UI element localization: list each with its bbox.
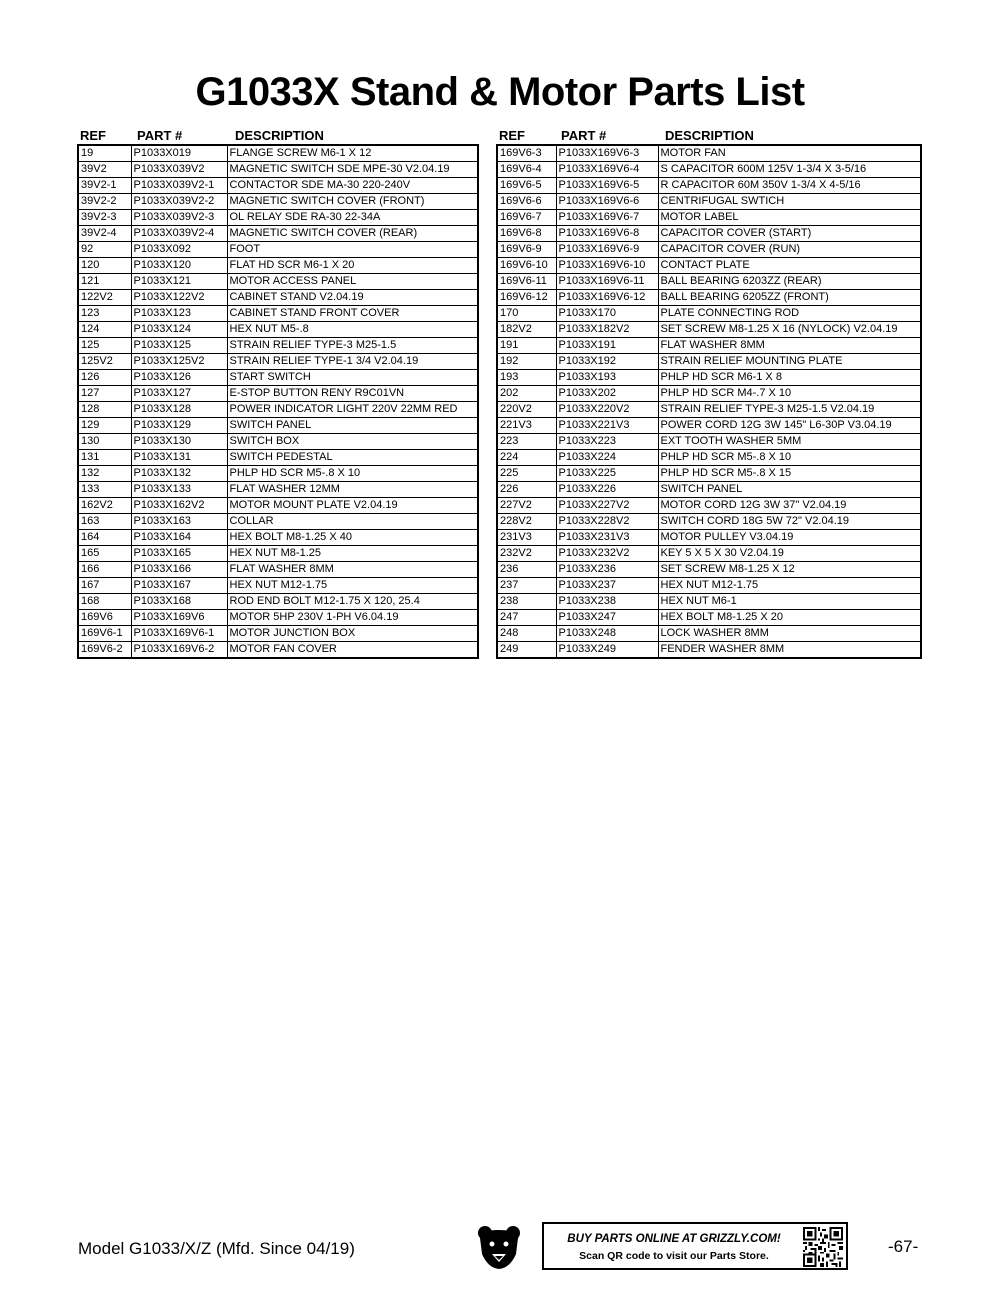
ref-cell: 130 (78, 434, 131, 450)
table-row (497, 610, 921, 626)
description-cell: COLLAR (227, 514, 478, 530)
description-cell: SWITCH CORD 18G 5W 72" V2.04.19 (658, 514, 921, 530)
ref-cell: 129 (78, 418, 131, 434)
part-number-cell: P1033X169V6-11 (556, 274, 658, 290)
part-number-cell: P1033X202 (556, 386, 658, 402)
ref-cell: 165 (78, 546, 131, 562)
table-row (78, 210, 478, 226)
description-cell: MAGNETIC SWITCH COVER (REAR) (227, 226, 478, 242)
ref-cell: 247 (497, 610, 556, 626)
description-cell: HEX NUT M5-.8 (227, 322, 478, 338)
part-number-cell: P1033X220V2 (556, 402, 658, 418)
ref-cell: 249 (497, 642, 556, 659)
description-cell: E-STOP BUTTON RENY R9C01VN (227, 386, 478, 402)
ref-cell: 236 (497, 562, 556, 578)
description-cell: SET SCREW M8-1.25 X 12 (658, 562, 921, 578)
part-number-cell: P1033X193 (556, 370, 658, 386)
description-cell: HEX NUT M12-1.75 (658, 578, 921, 594)
description-cell: MOTOR ACCESS PANEL (227, 274, 478, 290)
part-number-cell: P1033X182V2 (556, 322, 658, 338)
part-number-cell: P1033X169V6-10 (556, 258, 658, 274)
ref-cell: 221V3 (497, 418, 556, 434)
page-title: G1033X Stand & Motor Parts List (195, 70, 805, 114)
part-number-cell: P1033X019 (131, 145, 227, 162)
part-number-cell: P1033X165 (131, 546, 227, 562)
description-cell: FLAT WASHER 12MM (227, 482, 478, 498)
ref-cell: 39V2-3 (78, 210, 131, 226)
part-number-cell: P1033X130 (131, 434, 227, 450)
table-row (497, 194, 921, 210)
table-row (78, 466, 478, 482)
description-cell: STRAIN RELIEF TYPE-3 M25-1.5 (227, 338, 478, 354)
ref-cell: 133 (78, 482, 131, 498)
table-row (497, 370, 921, 386)
ref-cell: 167 (78, 578, 131, 594)
description-cell: HEX BOLT M8-1.25 X 20 (658, 610, 921, 626)
ref-cell: 121 (78, 274, 131, 290)
description-cell: PLATE CONNECTING ROD (658, 306, 921, 322)
description-cell: BALL BEARING 6203ZZ (REAR) (658, 274, 921, 290)
ref-cell: 169V6-9 (497, 242, 556, 258)
description-cell: STRAIN RELIEF MOUNTING PLATE (658, 354, 921, 370)
ref-cell: 193 (497, 370, 556, 386)
table-row (78, 290, 478, 306)
description-cell: MOTOR LABEL (658, 210, 921, 226)
description-cell: STRAIN RELIEF TYPE-1 3/4 V2.04.19 (227, 354, 478, 370)
ref-cell: 131 (78, 450, 131, 466)
part-number-cell: P1033X231V3 (556, 530, 658, 546)
part-number-cell: P1033X122V2 (131, 290, 227, 306)
part-number-cell: P1033X169V6-8 (556, 226, 658, 242)
part-number-cell: P1033X248 (556, 626, 658, 642)
description-cell: FENDER WASHER 8MM (658, 642, 921, 659)
ref-cell: 238 (497, 594, 556, 610)
description-cell: EXT TOOTH WASHER 5MM (658, 434, 921, 450)
table-header (496, 126, 922, 144)
table-row (497, 466, 921, 482)
table-row (497, 290, 921, 306)
table-row (497, 322, 921, 338)
table-row (497, 226, 921, 242)
part-number-cell: P1033X223 (556, 434, 658, 450)
part-number-cell: P1033X192 (556, 354, 658, 370)
ref-cell: 169V6-4 (497, 162, 556, 178)
table-row (78, 242, 478, 258)
table-row (78, 562, 478, 578)
ref-cell: 170 (497, 306, 556, 322)
description-cell: FOOT (227, 242, 478, 258)
description-cell: FLAT HD SCR M6-1 X 20 (227, 258, 478, 274)
table-row (497, 482, 921, 498)
ref-cell: 226 (497, 482, 556, 498)
ref-cell: 169V6-7 (497, 210, 556, 226)
ref-cell: 127 (78, 386, 131, 402)
part-number-cell: P1033X120 (131, 258, 227, 274)
desc-header: DESCRIPTION (235, 127, 324, 143)
table-row (78, 194, 478, 210)
table-row (78, 450, 478, 466)
table-row (497, 402, 921, 418)
part-number-cell: P1033X039V2-4 (131, 226, 227, 242)
buy-parts-text: BUY PARTS ONLINE AT GRIZZLY.COM! (567, 1233, 781, 1245)
table-row (497, 274, 921, 290)
table-row (78, 370, 478, 386)
ref-cell: 126 (78, 370, 131, 386)
table-row (497, 338, 921, 354)
part-number-cell: P1033X039V2-2 (131, 194, 227, 210)
part-number-cell: P1033X128 (131, 402, 227, 418)
description-cell: FLANGE SCREW M6-1 X 12 (227, 145, 478, 162)
part-number-cell: P1033X169V6-9 (556, 242, 658, 258)
part-number-cell: P1033X039V2-1 (131, 178, 227, 194)
description-cell: HEX NUT M12-1.75 (227, 578, 478, 594)
ref-cell: 125V2 (78, 354, 131, 370)
ref-cell: 224 (497, 450, 556, 466)
ref-cell: 192 (497, 354, 556, 370)
ref-cell: 191 (497, 338, 556, 354)
table-row (497, 418, 921, 434)
ref-cell: 39V2-1 (78, 178, 131, 194)
table-row (497, 578, 921, 594)
page-number: -67- (888, 1237, 919, 1256)
table-row (78, 546, 478, 562)
description-cell: POWER INDICATOR LIGHT 220V 22MM RED (227, 402, 478, 418)
ref-cell: 220V2 (497, 402, 556, 418)
ref-cell: 123 (78, 306, 131, 322)
description-cell: MOTOR MOUNT PLATE V2.04.19 (227, 498, 478, 514)
table-row (497, 626, 921, 642)
table-row (78, 306, 478, 322)
part-number-cell: P1033X129 (131, 418, 227, 434)
part-number-cell: P1033X169V6-7 (556, 210, 658, 226)
description-cell: PHLP HD SCR M4-.7 X 10 (658, 386, 921, 402)
table-row (78, 178, 478, 194)
description-cell: MOTOR FAN COVER (227, 642, 478, 659)
part-number-cell: P1033X166 (131, 562, 227, 578)
ref-cell: 169V6-2 (78, 642, 131, 659)
description-cell: CABINET STAND V2.04.19 (227, 290, 478, 306)
description-cell: SWITCH PANEL (227, 418, 478, 434)
part-number-cell: P1033X127 (131, 386, 227, 402)
part-number-cell: P1033X236 (556, 562, 658, 578)
parts-table-left (77, 126, 479, 659)
part-number-cell: P1033X169V6-3 (556, 145, 658, 162)
table-row (497, 386, 921, 402)
description-cell: SWITCH PANEL (658, 482, 921, 498)
table-row (497, 210, 921, 226)
part-number-cell: P1033X237 (556, 578, 658, 594)
part-number-cell: P1033X131 (131, 450, 227, 466)
ref-cell: 163 (78, 514, 131, 530)
part-number-cell: P1033X169V6-1 (131, 626, 227, 642)
ref-cell: 182V2 (497, 322, 556, 338)
description-cell: LOCK WASHER 8MM (658, 626, 921, 642)
table-row (78, 610, 478, 626)
ref-cell: 169V6-1 (78, 626, 131, 642)
part-number-cell: P1033X121 (131, 274, 227, 290)
table-row (78, 402, 478, 418)
part-number-cell: P1033X170 (556, 306, 658, 322)
part-number-cell: P1033X169V6-5 (556, 178, 658, 194)
table-row (78, 514, 478, 530)
part-number-cell: P1033X133 (131, 482, 227, 498)
table-row (497, 514, 921, 530)
table-row (78, 642, 478, 659)
table-row (78, 418, 478, 434)
part-number-cell: P1033X126 (131, 370, 227, 386)
description-cell: SWITCH PEDESTAL (227, 450, 478, 466)
ref-cell: 162V2 (78, 498, 131, 514)
part-number-cell: P1033X169V6-12 (556, 290, 658, 306)
table-row (497, 434, 921, 450)
table-row (497, 162, 921, 178)
ref-cell: 92 (78, 242, 131, 258)
ref-cell: 169V6-8 (497, 226, 556, 242)
ref-cell: 19 (78, 145, 131, 162)
part-number-cell: P1033X162V2 (131, 498, 227, 514)
part-number-cell: P1033X039V2-3 (131, 210, 227, 226)
ref-cell: 225 (497, 466, 556, 482)
table-row (497, 498, 921, 514)
ref-cell: 169V6-12 (497, 290, 556, 306)
ref-cell: 169V6 (78, 610, 131, 626)
part-number-cell: P1033X123 (131, 306, 227, 322)
scan-qr-text: Scan QR code to visit our Parts Store. (579, 1250, 769, 1262)
description-cell: STRAIN RELIEF TYPE-3 M25-1.5 V2.04.19 (658, 402, 921, 418)
part-number-cell: P1033X191 (556, 338, 658, 354)
parts-table (77, 144, 479, 659)
part-number-cell: P1033X164 (131, 530, 227, 546)
table-row (78, 434, 478, 450)
description-cell: CONTACT PLATE (658, 258, 921, 274)
table-row (78, 498, 478, 514)
part-number-cell: P1033X039V2 (131, 162, 227, 178)
table-row (78, 594, 478, 610)
ref-cell: 169V6-10 (497, 258, 556, 274)
ref-cell: 227V2 (497, 498, 556, 514)
ref-cell: 168 (78, 594, 131, 610)
part-number-cell: P1033X168 (131, 594, 227, 610)
ref-cell: 248 (497, 626, 556, 642)
description-cell: ROD END BOLT M12-1.75 X 120, 25.4 (227, 594, 478, 610)
description-cell: START SWITCH (227, 370, 478, 386)
table-row (78, 530, 478, 546)
ref-cell: 122V2 (78, 290, 131, 306)
part-number-cell: P1033X169V6-2 (131, 642, 227, 659)
desc-header: DESCRIPTION (665, 127, 754, 143)
description-cell: S CAPACITOR 600M 125V 1-3/4 X 3-5/16 (658, 162, 921, 178)
ref-cell: 166 (78, 562, 131, 578)
description-cell: MAGNETIC SWITCH COVER (FRONT) (227, 194, 478, 210)
description-cell: HEX NUT M6-1 (658, 594, 921, 610)
description-cell: MOTOR 5HP 230V 1-PH V6.04.19 (227, 610, 478, 626)
table-row (78, 226, 478, 242)
description-cell: CONTACTOR SDE MA-30 220-240V (227, 178, 478, 194)
part-number-cell: P1033X225 (556, 466, 658, 482)
description-cell: BALL BEARING 6205ZZ (FRONT) (658, 290, 921, 306)
table-row (497, 242, 921, 258)
description-cell: PHLP HD SCR M5-.8 X 10 (658, 450, 921, 466)
qr-code-icon (803, 1227, 843, 1267)
part-number-cell: P1033X228V2 (556, 514, 658, 530)
part-number-cell: P1033X221V3 (556, 418, 658, 434)
description-cell: PHLP HD SCR M6-1 X 8 (658, 370, 921, 386)
table-row (78, 258, 478, 274)
part-number-cell: P1033X169V6-6 (556, 194, 658, 210)
table-row (78, 482, 478, 498)
table-row (497, 258, 921, 274)
part-number-cell: P1033X125V2 (131, 354, 227, 370)
ref-cell: 231V3 (497, 530, 556, 546)
part-number-cell: P1033X247 (556, 610, 658, 626)
description-cell: CAPACITOR COVER (START) (658, 226, 921, 242)
part-header: PART # (137, 127, 183, 143)
part-number-cell: P1033X167 (131, 578, 227, 594)
part-number-cell: P1033X227V2 (556, 498, 658, 514)
table-row (78, 578, 478, 594)
ref-cell: 132 (78, 466, 131, 482)
table-row (78, 322, 478, 338)
ref-cell: 120 (78, 258, 131, 274)
description-cell: HEX NUT M8-1.25 (227, 546, 478, 562)
table-row (497, 450, 921, 466)
description-cell: PHLP HD SCR M5-.8 X 10 (227, 466, 478, 482)
table-row (78, 274, 478, 290)
parts-table-right (496, 126, 922, 659)
part-number-cell: P1033X226 (556, 482, 658, 498)
model-label: Model G1033/X/Z (Mfd. Since 04/19) (78, 1239, 355, 1258)
description-cell: FLAT WASHER 8MM (658, 338, 921, 354)
description-cell: MOTOR FAN (658, 145, 921, 162)
table-row (497, 530, 921, 546)
part-number-cell: P1033X124 (131, 322, 227, 338)
ref-cell: 223 (497, 434, 556, 450)
ref-cell: 39V2-4 (78, 226, 131, 242)
description-cell: FLAT WASHER 8MM (227, 562, 478, 578)
part-number-cell: P1033X132 (131, 466, 227, 482)
description-cell: HEX BOLT M8-1.25 X 40 (227, 530, 478, 546)
table-row (78, 626, 478, 642)
ref-cell: 169V6-6 (497, 194, 556, 210)
part-number-cell: P1033X224 (556, 450, 658, 466)
description-cell: POWER CORD 12G 3W 145" L6-30P V3.04.19 (658, 418, 921, 434)
table-row (78, 145, 478, 162)
table-row (78, 162, 478, 178)
ref-header: REF (80, 127, 106, 143)
ref-header: REF (499, 127, 525, 143)
table-row (497, 546, 921, 562)
table-header (77, 126, 479, 144)
description-cell: MOTOR PULLEY V3.04.19 (658, 530, 921, 546)
buy-parts-box (542, 1222, 848, 1270)
part-number-cell: P1033X169V6-4 (556, 162, 658, 178)
description-cell: MOTOR CORD 12G 3W 37" V2.04.19 (658, 498, 921, 514)
description-cell: R CAPACITOR 60M 350V 1-3/4 X 4-5/16 (658, 178, 921, 194)
table-row (78, 386, 478, 402)
ref-cell: 125 (78, 338, 131, 354)
ref-cell: 228V2 (497, 514, 556, 530)
part-number-cell: P1033X238 (556, 594, 658, 610)
table-row (497, 306, 921, 322)
description-cell: MOTOR JUNCTION BOX (227, 626, 478, 642)
ref-cell: 202 (497, 386, 556, 402)
table-row (497, 354, 921, 370)
description-cell: PHLP HD SCR M5-.8 X 15 (658, 466, 921, 482)
description-cell: KEY 5 X 5 X 30 V2.04.19 (658, 546, 921, 562)
description-cell: SET SCREW M8-1.25 X 16 (NYLOCK) V2.04.19 (658, 322, 921, 338)
description-cell: MAGNETIC SWITCH SDE MPE-30 V2.04.19 (227, 162, 478, 178)
parts-table (496, 144, 922, 659)
table-row (497, 145, 921, 162)
ref-cell: 232V2 (497, 546, 556, 562)
ref-cell: 39V2-2 (78, 194, 131, 210)
table-row (497, 594, 921, 610)
description-cell: CENTRIFUGAL SWTICH (658, 194, 921, 210)
grizzly-bear-icon (476, 1224, 522, 1270)
ref-cell: 169V6-11 (497, 274, 556, 290)
part-number-cell: P1033X125 (131, 338, 227, 354)
ref-cell: 164 (78, 530, 131, 546)
ref-cell: 128 (78, 402, 131, 418)
part-number-cell: P1033X232V2 (556, 546, 658, 562)
ref-cell: 124 (78, 322, 131, 338)
table-row (78, 354, 478, 370)
ref-cell: 169V6-3 (497, 145, 556, 162)
ref-cell: 169V6-5 (497, 178, 556, 194)
table-row (497, 178, 921, 194)
table-row (78, 338, 478, 354)
description-cell: CABINET STAND FRONT COVER (227, 306, 478, 322)
ref-cell: 39V2 (78, 162, 131, 178)
ref-cell: 237 (497, 578, 556, 594)
part-number-cell: P1033X163 (131, 514, 227, 530)
table-row (497, 562, 921, 578)
part-number-cell: P1033X249 (556, 642, 658, 659)
description-cell: OL RELAY SDE RA-30 22-34A (227, 210, 478, 226)
table-row (497, 642, 921, 659)
part-header: PART # (561, 127, 607, 143)
description-cell: SWITCH BOX (227, 434, 478, 450)
description-cell: CAPACITOR COVER (RUN) (658, 242, 921, 258)
part-number-cell: P1033X169V6 (131, 610, 227, 626)
part-number-cell: P1033X092 (131, 242, 227, 258)
